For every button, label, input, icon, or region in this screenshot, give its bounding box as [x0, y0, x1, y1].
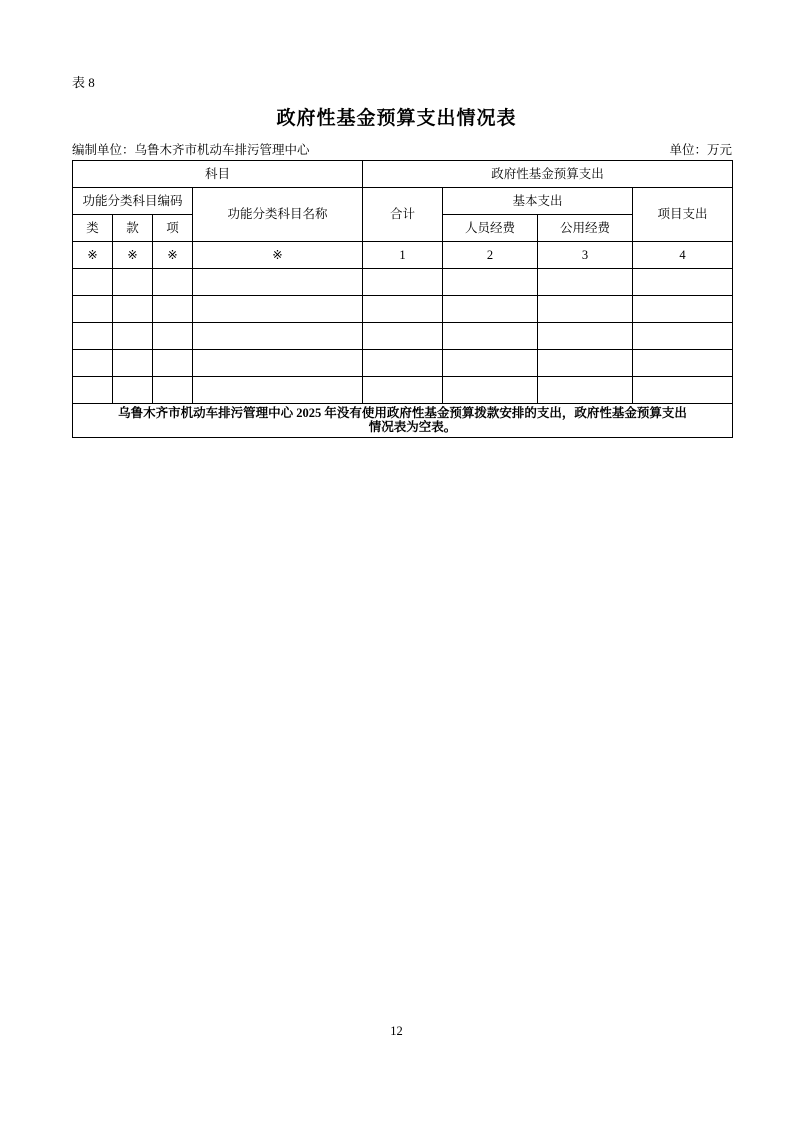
- table-cell: [193, 350, 363, 377]
- table-cell: [633, 350, 733, 377]
- marker-cell: 2: [443, 242, 538, 269]
- table-header-row-2: [73, 188, 733, 215]
- marker-cell: 3: [538, 242, 633, 269]
- table-cell: [73, 350, 113, 377]
- table-note: [73, 404, 733, 438]
- table-cell: [153, 350, 193, 377]
- header-section: 款: [113, 215, 153, 242]
- page-number: 12: [390, 1024, 403, 1038]
- table-cell: [443, 323, 538, 350]
- header-subject-group: 科目: [73, 161, 363, 188]
- table-cell: [73, 377, 113, 404]
- marker-cell: 1: [363, 242, 443, 269]
- table-cell: [193, 377, 363, 404]
- header-category: 类: [73, 215, 113, 242]
- table-cell: [193, 296, 363, 323]
- table-cell: [363, 323, 443, 350]
- table-cell: [193, 323, 363, 350]
- header-project-expenditure: 项目支出: [633, 188, 733, 242]
- note-line-2: 情况表为空表。: [368, 420, 457, 435]
- table-cell: [633, 323, 733, 350]
- table-cell: [113, 269, 153, 296]
- table-cell: [633, 269, 733, 296]
- table-marker-row: [73, 242, 733, 269]
- table-row: [73, 377, 733, 404]
- table-cell: [538, 296, 633, 323]
- fund-budget-expenditure-table: [72, 160, 733, 438]
- table-cell: [113, 350, 153, 377]
- table-cell: [153, 269, 193, 296]
- meta-row: [72, 140, 732, 158]
- marker-cell: 4: [633, 242, 733, 269]
- table-cell: [538, 350, 633, 377]
- header-code-group: 功能分类科目编码: [73, 188, 193, 215]
- table-cell: [153, 323, 193, 350]
- table-cell: [443, 350, 538, 377]
- unit-note: 单位：万元: [669, 143, 732, 157]
- marker-cell: ※: [113, 242, 153, 269]
- header-item: 项: [153, 215, 193, 242]
- table-cell: [153, 296, 193, 323]
- header-total: 合计: [363, 188, 443, 242]
- header-basic-expenditure: 基本支出: [443, 188, 633, 215]
- table-cell: [538, 377, 633, 404]
- table-cell: [193, 269, 363, 296]
- table-cell: [538, 269, 633, 296]
- compiler-unit: 编制单位：乌鲁木齐市机动车排污管理中心: [72, 143, 310, 157]
- table-cell: [633, 296, 733, 323]
- table-cell: [443, 269, 538, 296]
- table-cell: [73, 323, 113, 350]
- table-cell: [363, 350, 443, 377]
- table-cell: [443, 296, 538, 323]
- table-cell: [443, 377, 538, 404]
- table-cell: [73, 296, 113, 323]
- table-row: [73, 269, 733, 296]
- table-header-row-1: [73, 161, 733, 188]
- table-cell: [113, 323, 153, 350]
- page-title: 政府性基金预算支出情况表: [276, 107, 517, 129]
- table-row: [73, 323, 733, 350]
- marker-cell: ※: [73, 242, 113, 269]
- table-cell: [73, 269, 113, 296]
- header-expenditure-group: 政府性基金预算支出: [363, 161, 733, 188]
- table-row: [73, 350, 733, 377]
- marker-cell: ※: [153, 242, 193, 269]
- table-note-row: [73, 404, 733, 438]
- table-row: [73, 296, 733, 323]
- table-cell: [538, 323, 633, 350]
- table-cell: [113, 296, 153, 323]
- header-subject-name: 功能分类科目名称: [193, 188, 363, 242]
- header-personnel-cost: 人员经费: [443, 215, 538, 242]
- marker-cell: ※: [193, 242, 363, 269]
- table-cell: [633, 377, 733, 404]
- table-cell: [363, 296, 443, 323]
- table-cell: [363, 377, 443, 404]
- header-public-cost: 公用经费: [538, 215, 633, 242]
- table-cell: [363, 269, 443, 296]
- table-cell: [113, 377, 153, 404]
- table-cell: [153, 377, 193, 404]
- note-line-1: 乌鲁木齐市机动车排污管理中心 2025 年没有使用政府性基金预算拨款安排的支出，政府性基金预算支出: [118, 406, 687, 420]
- table-label: 表 8: [72, 75, 95, 90]
